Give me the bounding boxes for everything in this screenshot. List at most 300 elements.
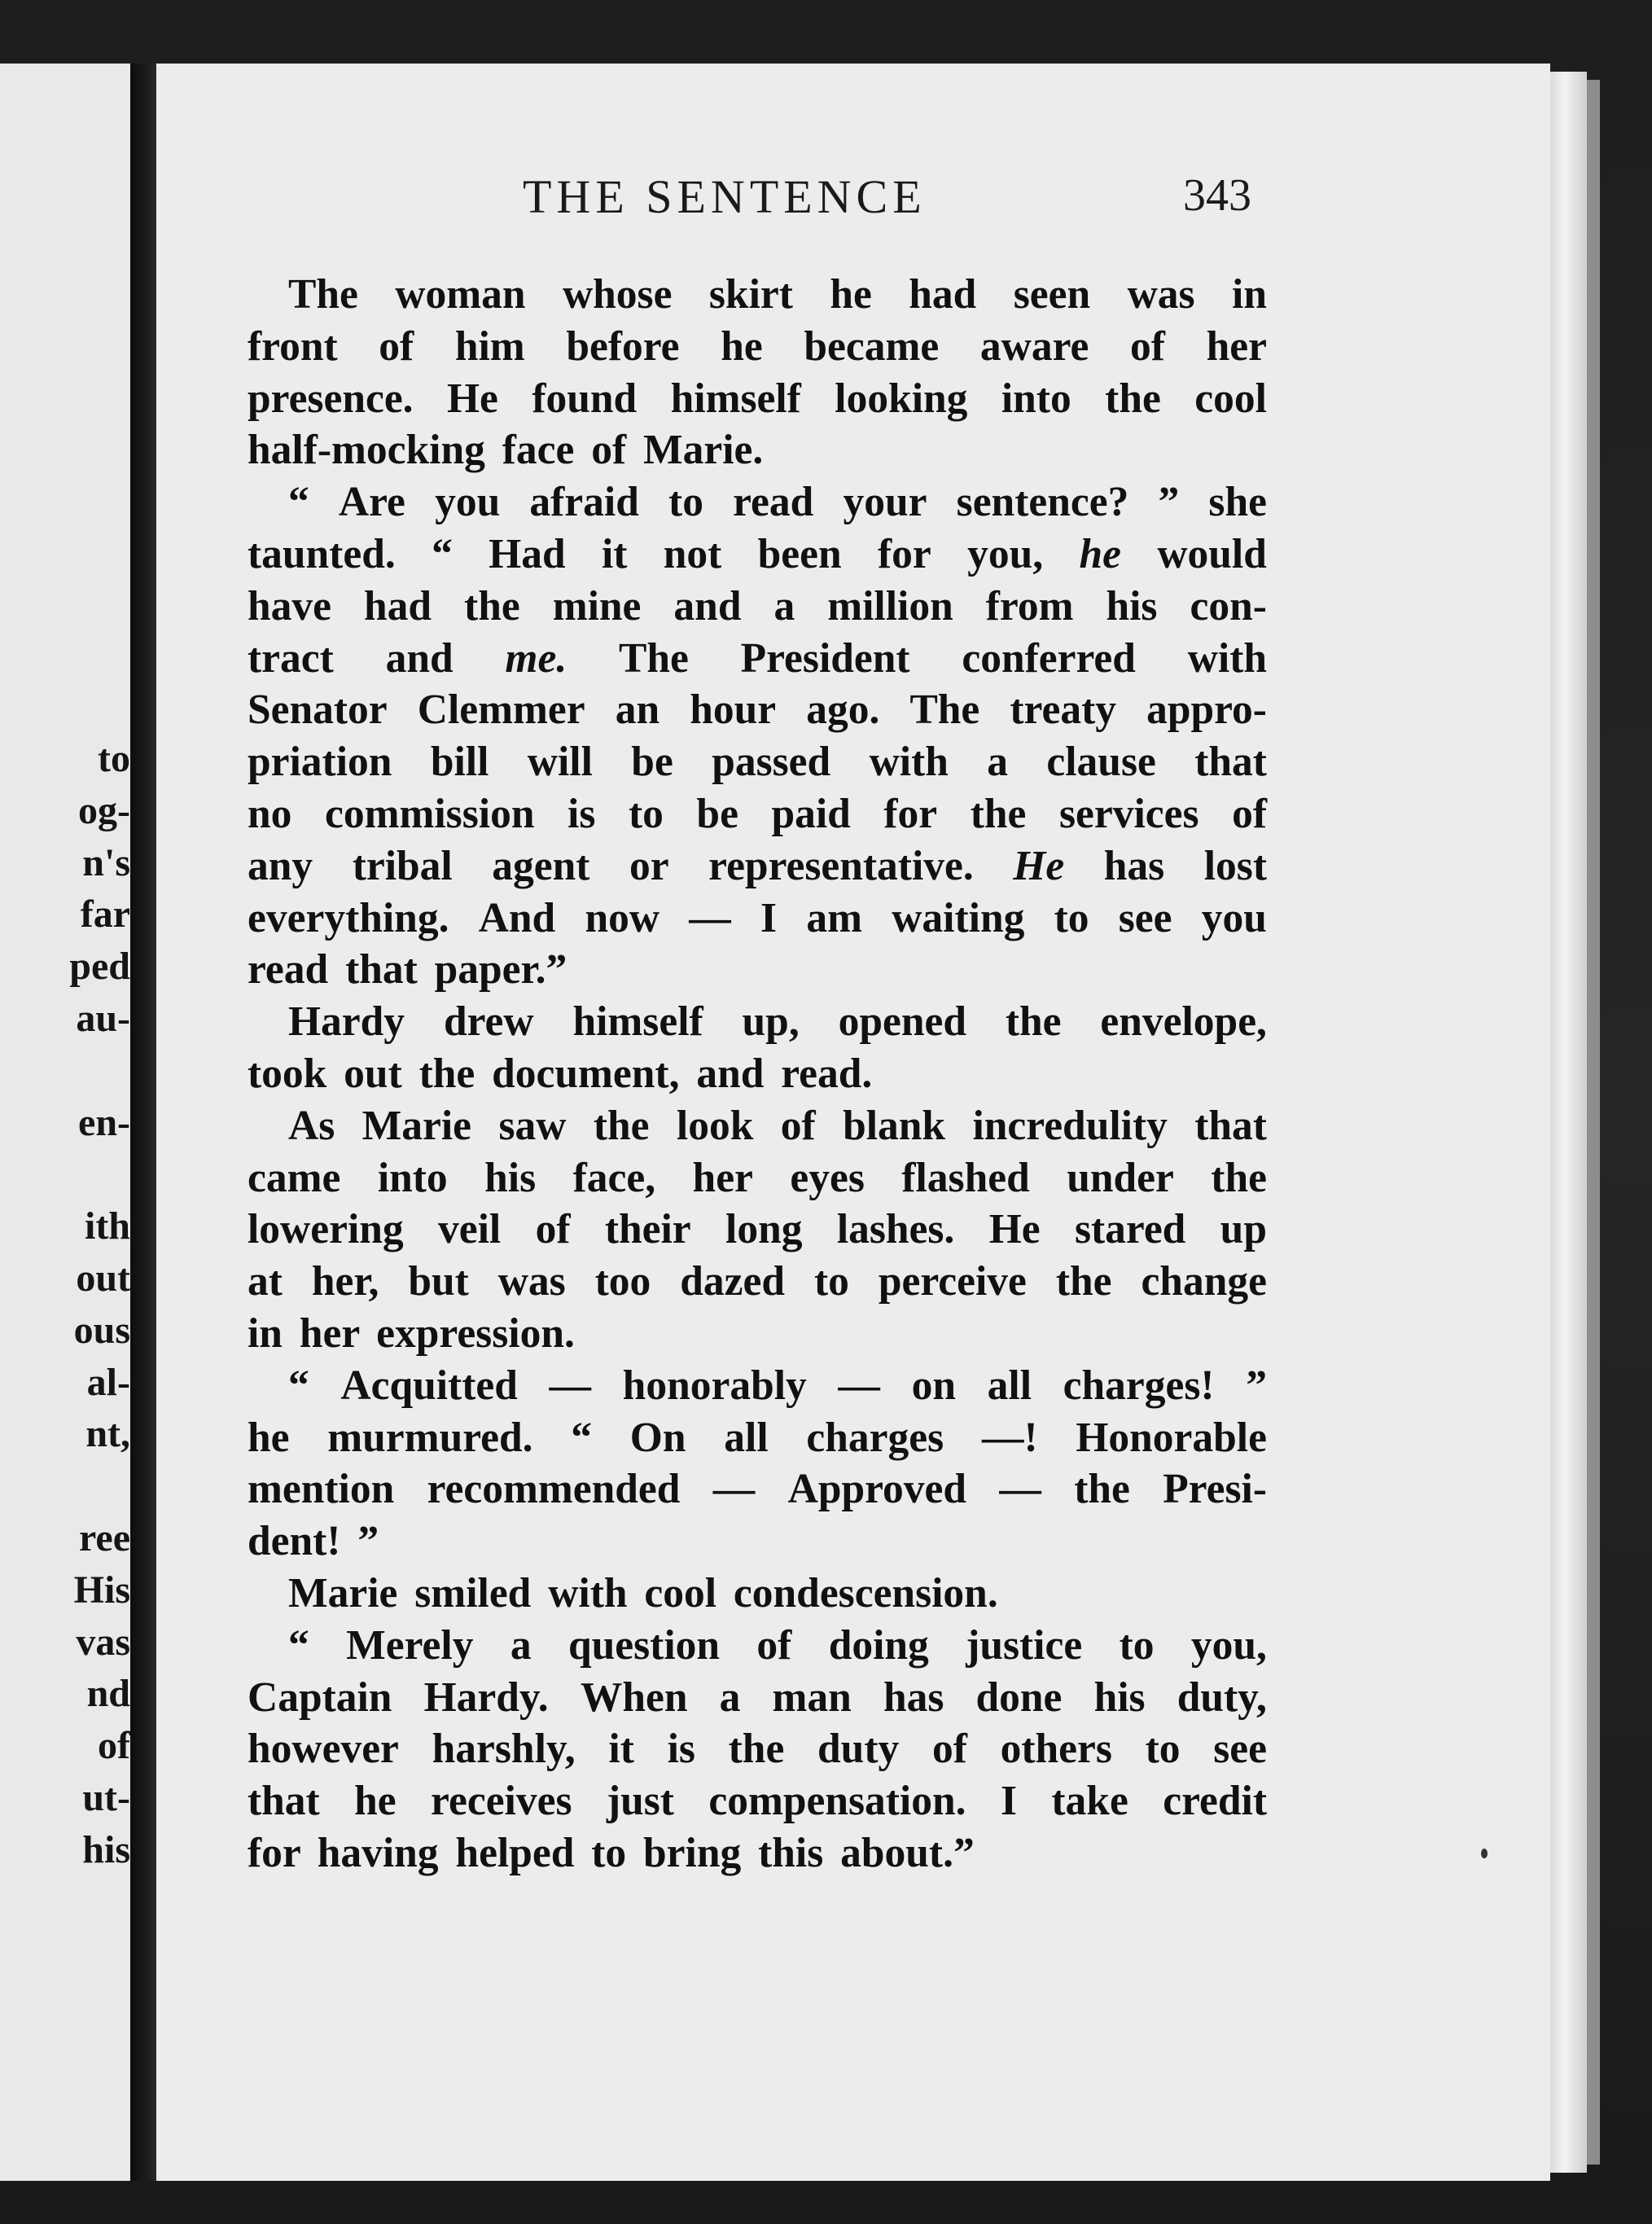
text-line	[248, 1775, 1267, 1827]
text-word: out	[344, 1050, 419, 1097]
text-word: He	[1013, 842, 1065, 889]
text-word: cool	[644, 1569, 734, 1616]
text-word: him	[454, 322, 525, 370]
text-word: her	[692, 1154, 753, 1201]
text-word: duty,	[1177, 1673, 1267, 1721]
text-word: to	[813, 1258, 849, 1305]
page-edge	[1550, 72, 1587, 2173]
text-word: am	[806, 894, 862, 941]
text-word: into	[377, 1154, 448, 1201]
text-word: under	[1067, 1154, 1174, 1201]
text-word: —!	[981, 1414, 1038, 1461]
text-word: document,	[492, 1050, 697, 1097]
text-word: himself	[670, 375, 801, 422]
text-word: question	[567, 1621, 721, 1669]
text-word: the	[1074, 1466, 1130, 1513]
text-word: condescension.	[733, 1569, 998, 1616]
text-line	[248, 633, 1267, 685]
text-word: and	[696, 1050, 782, 1097]
text-word: see	[1213, 1726, 1267, 1773]
text-word: that	[1194, 1102, 1267, 1149]
text-word: doing	[828, 1621, 929, 1669]
text-word: Captain	[248, 1673, 392, 1721]
text-word: of	[931, 1726, 967, 1773]
text-word: “	[571, 1414, 593, 1461]
text-word: “	[288, 1621, 309, 1669]
text-word: in	[248, 1309, 300, 1357]
text-word: lashes.	[836, 1206, 955, 1253]
text-word: her,	[311, 1258, 379, 1305]
text-word: he	[830, 271, 872, 318]
text-word: your	[843, 479, 927, 526]
text-word: The	[288, 271, 358, 318]
text-word: his	[1093, 1673, 1146, 1721]
text-word: a	[510, 1621, 532, 1669]
text-word: others	[1000, 1726, 1112, 1773]
text-word: taunted.	[248, 530, 396, 577]
text-word: before	[566, 322, 680, 370]
text-line	[248, 269, 1267, 321]
text-line	[248, 1672, 1267, 1724]
text-word: On	[629, 1414, 686, 1461]
text-word: Honorable	[1076, 1414, 1267, 1461]
running-head-title: THE SENTENCE	[523, 170, 927, 223]
text-line	[248, 684, 1267, 736]
text-word: expression.	[376, 1309, 575, 1357]
text-word: he	[1079, 530, 1121, 577]
text-word: of	[1130, 322, 1165, 370]
text-word: duty	[817, 1726, 900, 1773]
text-word: all	[724, 1414, 769, 1461]
text-word: no	[248, 790, 292, 837]
text-word: became	[804, 322, 940, 370]
text-word: see	[1118, 894, 1172, 941]
text-word: and	[385, 634, 454, 682]
text-word: “	[288, 479, 309, 526]
text-word: his	[1106, 582, 1158, 629]
facing-page-fragment: far	[80, 893, 130, 937]
text-line	[248, 944, 1267, 996]
text-word: is	[667, 1726, 695, 1773]
text-line	[248, 1048, 1267, 1100]
text-word: the	[593, 1102, 650, 1149]
text-word: murmured.	[327, 1414, 533, 1461]
text-line	[248, 476, 1267, 529]
text-word: recommended	[427, 1466, 681, 1513]
text-word: —	[999, 1466, 1041, 1513]
text-word: mention	[248, 1466, 395, 1513]
text-word: not	[663, 530, 722, 577]
text-word: an	[615, 687, 660, 734]
text-word: envelope,	[1100, 998, 1267, 1046]
text-word: conferred	[962, 634, 1136, 682]
text-word: compensation.	[708, 1778, 966, 1825]
text-word: me.	[505, 634, 567, 682]
text-word: the	[1211, 1154, 1267, 1201]
text-word: lost	[1203, 842, 1267, 889]
facing-page-fragment: au-	[76, 997, 130, 1040]
text-word: however	[248, 1726, 399, 1773]
text-word: saw	[498, 1102, 567, 1149]
text-word: he	[248, 1414, 290, 1461]
text-word: into	[1001, 375, 1071, 422]
facing-page-fragment: of	[98, 1724, 130, 1768]
text-word: in	[1232, 271, 1267, 318]
facing-page-fragment: nd	[86, 1672, 130, 1716]
page-edge-shadow	[1587, 80, 1600, 2165]
text-word: blank	[843, 1102, 946, 1149]
text-word: cool	[1194, 375, 1267, 422]
text-word: of	[535, 1206, 571, 1253]
text-word: took	[248, 1050, 344, 1097]
text-word: charges!	[1063, 1362, 1215, 1409]
text-line	[248, 1100, 1267, 1152]
text-word: He	[988, 1206, 1041, 1253]
text-word: he	[721, 322, 763, 370]
text-line	[248, 321, 1267, 373]
text-word: smiled	[414, 1569, 549, 1616]
running-head	[156, 169, 1550, 235]
text-word: The	[909, 687, 980, 734]
text-line	[248, 373, 1267, 425]
text-line	[248, 1308, 1267, 1360]
text-word: woman	[395, 271, 526, 318]
text-word: services	[1058, 790, 1199, 837]
text-word: flashed	[901, 1154, 1030, 1201]
text-word: —	[689, 894, 731, 941]
text-word: ago.	[806, 687, 880, 734]
text-word: ”	[1246, 1362, 1267, 1409]
text-word: will	[527, 739, 593, 786]
text-word: clause	[1046, 739, 1156, 786]
text-word: ”	[357, 1518, 379, 1565]
text-line	[248, 1723, 1267, 1775]
text-line	[248, 424, 1267, 476]
text-word: that	[1194, 739, 1267, 786]
text-word: Marie	[288, 1569, 415, 1616]
text-word: Acquitted	[340, 1362, 518, 1409]
text-word: a	[773, 582, 795, 629]
text-word: of	[591, 427, 644, 474]
text-line	[248, 1827, 1267, 1880]
text-word: “	[288, 1362, 309, 1409]
text-word: their	[604, 1206, 691, 1253]
text-word: the	[418, 1050, 493, 1097]
text-word: —	[838, 1362, 880, 1409]
text-word: look	[676, 1102, 754, 1149]
text-word: for	[878, 530, 931, 577]
text-word: of	[780, 1102, 816, 1149]
text-word: mine	[552, 582, 642, 629]
text-word: read	[248, 946, 346, 994]
text-word: And	[478, 894, 556, 941]
facing-page-fragment: to	[98, 737, 130, 780]
text-word: charges	[806, 1414, 944, 1461]
text-word: Marie	[362, 1102, 472, 1149]
text-word: found	[532, 375, 638, 422]
text-word: justice	[966, 1621, 1083, 1669]
text-word: eyes	[790, 1154, 865, 1201]
text-word: sentence?	[956, 479, 1129, 526]
text-word: bring	[643, 1829, 759, 1876]
text-word: now	[585, 894, 660, 941]
text-word: the	[464, 582, 520, 629]
text-word: Senator	[248, 687, 388, 734]
page-number: 343	[1183, 170, 1251, 221]
text-word: the	[1055, 1258, 1112, 1305]
text-word: —	[712, 1466, 756, 1513]
text-word: any	[248, 842, 313, 889]
text-word: opened	[838, 998, 966, 1046]
text-word: seen	[1013, 271, 1091, 318]
text-word: Are	[338, 479, 405, 526]
text-word: was	[497, 1258, 566, 1305]
text-word: paper.”	[434, 946, 567, 994]
text-word: to	[1145, 1726, 1181, 1773]
text-word: stared	[1074, 1206, 1186, 1253]
text-word: the	[728, 1726, 785, 1773]
text-word: of	[1232, 790, 1267, 837]
text-word: face	[502, 427, 592, 474]
text-line	[248, 1463, 1267, 1516]
book-gutter	[130, 64, 156, 2181]
text-word: having	[317, 1829, 456, 1876]
facing-page-fragment: al-	[86, 1360, 130, 1404]
facing-page-fragment: ith	[84, 1204, 130, 1248]
text-word: face,	[572, 1154, 656, 1201]
text-word: Had	[489, 530, 566, 577]
text-word: agent	[492, 842, 590, 889]
facing-page-fragment: en-	[78, 1100, 130, 1144]
text-word: veil	[438, 1206, 502, 1253]
text-word: Hardy.	[423, 1673, 549, 1721]
text-word: from	[985, 582, 1074, 629]
text-word: dazed	[680, 1258, 786, 1305]
text-word: dent!	[248, 1518, 358, 1565]
text-word: helped	[455, 1829, 592, 1876]
text-word: at	[248, 1258, 283, 1305]
text-word: read	[733, 479, 814, 526]
facing-page-left	[0, 64, 130, 2181]
text-line	[248, 581, 1267, 633]
text-word: He	[447, 375, 498, 422]
text-word: treaty	[1010, 687, 1116, 734]
text-word: President	[740, 634, 910, 682]
text-word: or	[629, 842, 669, 889]
text-word: honorably	[622, 1362, 807, 1409]
text-line	[248, 1412, 1267, 1464]
facing-page-fragment: og-	[78, 788, 130, 832]
text-word: himself	[572, 998, 703, 1046]
text-word: to	[1054, 894, 1089, 941]
text-word: man	[772, 1673, 852, 1721]
text-word: done	[975, 1673, 1063, 1721]
text-word: she	[1208, 479, 1267, 526]
text-word: “	[432, 530, 453, 577]
text-word: —	[549, 1362, 592, 1409]
text-word: When	[580, 1673, 688, 1721]
text-word: came	[248, 1154, 341, 1201]
text-word: was	[1127, 271, 1195, 318]
text-word: I	[1000, 1778, 1017, 1825]
scan-speck	[1481, 1849, 1488, 1858]
text-word: would	[1157, 530, 1267, 577]
text-word: harshly,	[432, 1726, 576, 1773]
text-word: hour	[690, 687, 777, 734]
text-word: his	[484, 1154, 537, 1201]
text-word: that	[248, 1778, 320, 1825]
text-word: had	[364, 582, 432, 629]
text-word: to	[628, 790, 664, 837]
text-word: looking	[835, 375, 968, 422]
text-word: her	[299, 1309, 377, 1357]
text-word: whose	[562, 271, 673, 318]
text-word: Merely	[346, 1621, 474, 1669]
text-word: just	[606, 1778, 674, 1825]
facing-page-fragment: ous	[73, 1308, 130, 1352]
text-word: presence.	[248, 375, 414, 422]
text-word: for	[883, 790, 938, 837]
text-word: about.”	[840, 1829, 975, 1876]
text-word: you	[435, 479, 501, 526]
text-word: have	[248, 582, 331, 629]
text-word: but	[408, 1258, 469, 1305]
text-word: with	[1187, 634, 1267, 682]
text-word: of	[756, 1621, 792, 1669]
text-word: credit	[1163, 1778, 1267, 1825]
text-word: take	[1051, 1778, 1128, 1825]
text-word: Marie.	[643, 427, 764, 474]
text-word: ”	[1158, 479, 1180, 526]
text-line	[248, 1516, 1267, 1568]
text-word: all	[987, 1362, 1032, 1409]
text-line	[248, 1152, 1267, 1204]
text-line	[248, 1256, 1267, 1308]
text-word: has	[883, 1673, 944, 1721]
text-word: you,	[967, 530, 1044, 577]
text-word: tract	[248, 634, 334, 682]
text-word: perceive	[878, 1258, 1027, 1305]
text-word: on	[911, 1362, 956, 1409]
text-word: I	[760, 894, 778, 941]
facing-page-fragment: n's	[82, 840, 130, 884]
text-line	[248, 1568, 1267, 1620]
text-word: commission	[324, 790, 535, 837]
text-line	[248, 529, 1267, 581]
text-word: of	[379, 322, 414, 370]
text-word: to	[591, 1829, 644, 1876]
text-word: the	[1005, 998, 1062, 1046]
text-word: it	[601, 530, 628, 577]
facing-page-fragment: vas	[76, 1620, 130, 1664]
text-word: too	[594, 1258, 651, 1305]
text-word: lowering	[248, 1206, 404, 1253]
text-word: half-mocking	[248, 427, 502, 474]
facing-page-fragment: his	[82, 1827, 130, 1871]
text-word: drew	[443, 998, 534, 1046]
text-word: front	[248, 322, 338, 370]
text-word: Presi-	[1163, 1466, 1267, 1513]
text-word: waiting	[892, 894, 1025, 941]
text-word: the	[1105, 375, 1161, 422]
text-word: to	[1119, 1621, 1155, 1669]
text-word: has	[1103, 842, 1165, 889]
text-word: Clemmer	[417, 687, 585, 734]
text-word: the	[970, 790, 1027, 837]
text-word: been	[757, 530, 842, 577]
text-word: bill	[430, 739, 489, 786]
text-line	[248, 1360, 1267, 1412]
text-word: her	[1206, 322, 1267, 370]
text-word: it	[608, 1726, 634, 1773]
text-word: you,	[1190, 1621, 1267, 1669]
text-line	[248, 840, 1267, 893]
facing-page-fragment: ree	[78, 1516, 130, 1559]
text-word: be	[631, 739, 673, 786]
text-word: this	[758, 1829, 841, 1876]
text-word: long	[725, 1206, 803, 1253]
facing-page-fragment: out	[76, 1257, 130, 1300]
book-page	[156, 64, 1550, 2181]
text-word: incredulity	[972, 1102, 1168, 1149]
text-word: paid	[771, 790, 851, 837]
text-word: receives	[431, 1778, 572, 1825]
text-word: appro-	[1146, 687, 1267, 734]
facing-page-fragment: ut-	[82, 1776, 130, 1819]
text-word: representative.	[708, 842, 974, 889]
facing-page-fragment: ped	[69, 945, 130, 989]
text-word: read.	[781, 1050, 873, 1097]
text-word: everything.	[248, 894, 449, 941]
text-word: up,	[742, 998, 800, 1046]
text-line	[248, 996, 1267, 1048]
text-word: con-	[1190, 582, 1267, 629]
facing-page-fragment: His	[73, 1568, 130, 1612]
text-word: tribal	[352, 842, 453, 889]
text-word: aware	[979, 322, 1089, 370]
text-line	[248, 736, 1267, 788]
text-word: a	[719, 1673, 741, 1721]
text-word: is	[567, 790, 596, 837]
text-word: afraid	[529, 479, 639, 526]
text-word: The	[619, 634, 689, 682]
text-word: priation	[248, 739, 392, 786]
text-word: to	[668, 479, 703, 526]
text-word: million	[827, 582, 953, 629]
text-word: that	[345, 946, 435, 994]
text-word: had	[909, 271, 977, 318]
text-word: you	[1201, 894, 1267, 941]
text-word: a	[987, 739, 1008, 786]
text-word: for	[248, 1829, 318, 1876]
text-word: and	[673, 582, 742, 629]
text-line	[248, 893, 1267, 945]
text-word: skirt	[708, 271, 793, 318]
text-word: passed	[712, 739, 831, 786]
text-word: with	[869, 739, 949, 786]
text-word: he	[354, 1778, 397, 1825]
facing-page-fragment: nt,	[85, 1412, 130, 1456]
text-line	[248, 1204, 1267, 1256]
text-word: be	[696, 790, 738, 837]
body-text	[248, 269, 1267, 1880]
text-word: As	[288, 1102, 335, 1149]
text-word: Approved	[787, 1466, 967, 1513]
text-word: with	[548, 1569, 645, 1616]
text-word: change	[1141, 1258, 1267, 1305]
text-line	[248, 788, 1267, 840]
text-word: Hardy	[288, 998, 405, 1046]
